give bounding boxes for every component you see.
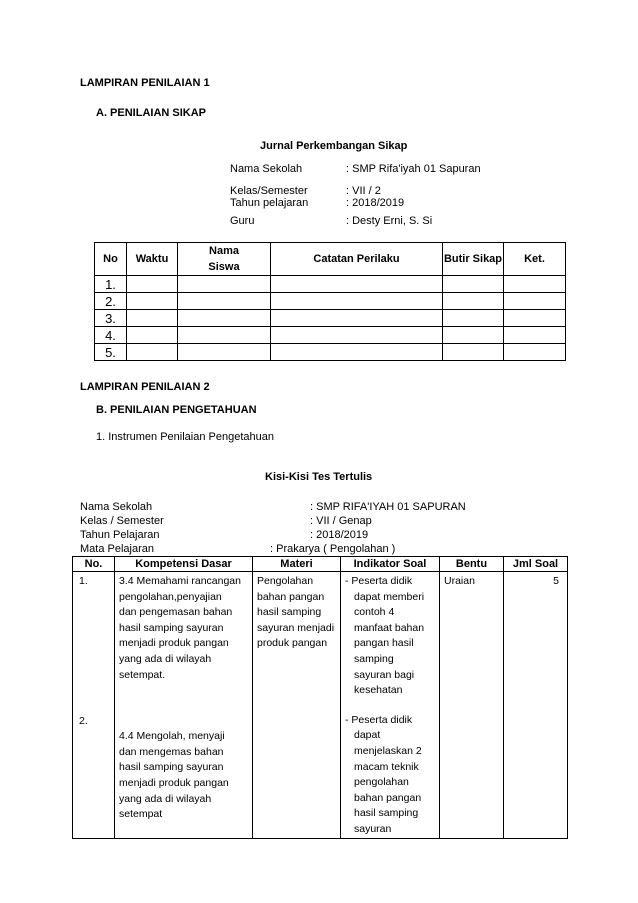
info-label: Kelas/Semester (230, 185, 308, 197)
materi-cell (253, 572, 341, 839)
header-catatan-perilaku: Catatan Perilaku (271, 243, 443, 276)
header-materi: Materi (253, 557, 341, 572)
kd-line: setempat (119, 808, 163, 821)
materi-line: produk pangan (257, 637, 328, 650)
jurnal-title: Jurnal Perkembangan Sikap (260, 140, 408, 152)
row-number: 3. (95, 310, 127, 327)
info-label: Nama Sekolah (80, 501, 153, 513)
jurnal-sikap-table (94, 242, 566, 361)
kd-line: yang ada di wilayah (119, 792, 212, 805)
no-1: 1. (79, 575, 88, 587)
info-label: Guru (230, 215, 255, 227)
kisi-title: Kisi-Kisi Tes Tertulis (265, 471, 373, 483)
indikator-soal-cell (341, 572, 440, 839)
info-label: Tahun Pelajaran (80, 529, 160, 541)
indikator-line: pangan hasil (354, 637, 414, 650)
kd-line: pengolahan,penyajian (119, 590, 222, 603)
header-no: No. (73, 557, 115, 572)
info-value: : Prakarya ( Pengolahan ) (270, 543, 396, 555)
table-row (95, 327, 566, 344)
header-nama-siswa (178, 243, 271, 276)
kd-line: hasil samping sayuran (119, 621, 224, 634)
no-2: 2. (79, 714, 88, 727)
indikator-line: sayuran bagi (354, 668, 415, 681)
table-row (95, 293, 566, 310)
kd-line: 3.4 Memahami rancangan (119, 575, 241, 587)
bentuk-cell (440, 572, 504, 839)
indikator-line: pengolahan (354, 776, 409, 789)
info-value: : Desty Erni, S. Si (346, 215, 433, 227)
indikator-line: contoh 4 (354, 606, 395, 619)
info-value: : 2018/2019 (346, 197, 405, 209)
info-label: Nama Sekolah (230, 163, 303, 175)
row-number: 5. (95, 344, 127, 361)
kd-line: setempat. (119, 668, 166, 681)
indikator-line: menjelaskan 2 (354, 744, 422, 757)
section-a-heading: A. PENILAIAN SIKAP (96, 107, 207, 119)
indikator-line: dapat memberi (354, 590, 425, 603)
kd-line: menjadi produk pangan (119, 776, 229, 789)
lampiran1-title: LAMPIRAN PENILAIAN 1 (80, 77, 210, 89)
header-indikator-soal: Indikator Soal (341, 557, 440, 572)
indikator-line: bahan pangan (354, 791, 422, 804)
info-value: : 2018/2019 (310, 529, 369, 541)
header-butir-sikap: Butir Sikap (443, 243, 504, 276)
info-label: Mata Pelajaran (80, 543, 154, 555)
header-nama: Nama (209, 245, 239, 257)
materi-line: bahan pangan (257, 590, 325, 603)
info-value: : VII / 2 (346, 185, 381, 197)
header-waktu: Waktu (127, 243, 178, 276)
header-jml-soal: Jml Soal (504, 557, 568, 572)
header-bentuk: Bentu (440, 557, 504, 572)
header-ket: Ket. (504, 243, 566, 276)
indikator-line: dapat (354, 729, 381, 742)
row-number: 1. (95, 276, 127, 293)
table-row (95, 344, 566, 361)
section-b-heading: B. PENILAIAN PENGETAHUAN (96, 404, 257, 416)
info-label: Kelas / Semester (80, 515, 164, 527)
kompetensi-dasar-cell (115, 572, 253, 839)
no-cell (73, 572, 115, 839)
row-number: 2. (95, 293, 127, 310)
indikator-line: samping (354, 652, 394, 665)
kd-line: menjadi produk pangan (119, 637, 229, 650)
jml-soal-cell (504, 572, 568, 839)
kd-line: dan mengemas bahan (119, 745, 224, 758)
header-siswa: Siswa (208, 261, 240, 273)
indikator-line: - Peserta didik (345, 713, 413, 726)
info-value: : SMP Rifa'iyah 01 Sapuran (346, 163, 481, 175)
info-value: : VII / Genap (310, 515, 372, 527)
lampiran2-title: LAMPIRAN PENILAIAN 2 (80, 381, 210, 393)
indikator-line: kesehatan (354, 684, 403, 697)
kisi-kisi-table (72, 556, 568, 839)
indikator-line: hasil samping (354, 807, 419, 820)
header-kompetensi-dasar: Kompetensi Dasar (115, 557, 253, 572)
indikator-line: macam teknik (354, 760, 419, 773)
materi-line: hasil samping (257, 606, 322, 619)
indikator-line: - Peserta didik (345, 575, 413, 587)
header-no: No (95, 243, 127, 276)
info-label: Tahun pelajaran (230, 197, 309, 209)
materi-line: Pengolahan (257, 575, 314, 587)
table-row (95, 276, 566, 293)
materi-line: sayuran menjadi (257, 621, 335, 634)
row-number: 4. (95, 327, 127, 344)
kd-line: yang ada di wilayah (119, 652, 212, 665)
table-row (73, 572, 568, 839)
kd-line: 4.4 Mengolah, menyaji (119, 730, 225, 743)
indikator-line: sayuran (354, 822, 392, 835)
info-value: : SMP RIFA'IYAH 01 SAPURAN (310, 501, 466, 513)
table-row (95, 310, 566, 327)
indikator-line: manfaat bahan (354, 621, 425, 634)
instrumen-item: 1. Instrumen Penilaian Pengetahuan (96, 431, 274, 443)
kd-line: dan pengemasan bahan (119, 606, 233, 619)
kd-line: hasil samping sayuran (119, 761, 224, 774)
jml-soal-value: 5 (553, 575, 559, 587)
bentuk-value: Uraian (444, 575, 475, 587)
